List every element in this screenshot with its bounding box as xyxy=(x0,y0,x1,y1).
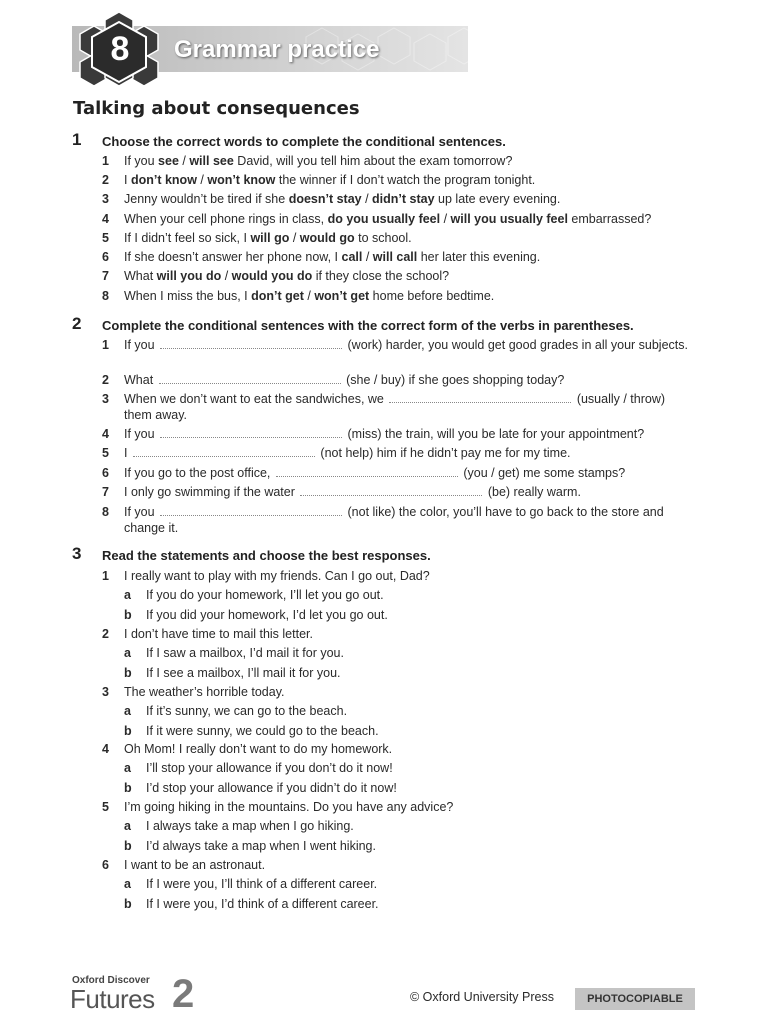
item-text: If I were you, I’ll think of a different career. xyxy=(146,877,378,891)
item-text: If I didn’t feel so sick, I will go / would go to school. xyxy=(124,231,412,245)
page-title: Grammar practice xyxy=(174,36,380,63)
item-number: 5 xyxy=(102,231,109,245)
answer-blank[interactable] xyxy=(159,373,341,384)
item-text: If I were you, I’d think of a different career. xyxy=(146,896,379,911)
item-text: If it’s sunny, we can go to the beach. xyxy=(146,704,348,718)
item-number: 4 xyxy=(102,212,109,226)
item-text: If she doesn’t answer her phone now, I call / will call her later this evening. xyxy=(124,250,541,264)
item-number: b xyxy=(124,607,132,622)
item-text: What (she / buy) if she goes shopping today? xyxy=(124,373,565,387)
item-text: If you see / will see David, will you tell him about the exam tomorrow? xyxy=(124,154,513,168)
item-number: b xyxy=(124,723,132,738)
exercise-1-number: 1 xyxy=(72,130,82,149)
item-number: 7 xyxy=(102,485,109,499)
exercise-1-instruction: Choose the correct words to complete the conditional sentences. xyxy=(102,134,506,149)
item-text: What will you do / would you do if they close the school? xyxy=(124,269,450,283)
item-text: When I miss the bus, I don’t get / won’t get home before bedtime. xyxy=(124,289,495,303)
answer-blank[interactable] xyxy=(160,338,342,349)
item-number: 5 xyxy=(102,446,109,460)
item-text: I don’t have time to mail this letter. xyxy=(124,627,313,641)
answer-blank[interactable] xyxy=(300,485,482,496)
item-text: I really want to play with my friends. Can I go out, Dad? xyxy=(124,569,430,583)
item-text: If I see a mailbox, I’ll mail it for you. xyxy=(146,665,341,680)
item-text: When we don’t want to eat the sandwiches, we (usually / throw) them away. xyxy=(124,392,666,422)
item-text: If you did your homework, I’d let you go out. xyxy=(146,607,388,622)
item-number: a xyxy=(124,877,131,891)
item-text: The weather’s horrible today. xyxy=(124,685,285,699)
item-text: Oh Mom! I really don’t want to do my homework. xyxy=(124,742,393,756)
item-text: I’ll stop your allowance if you don’t do it now! xyxy=(146,761,393,775)
footer-logo-main: Futures xyxy=(70,984,155,1014)
footer-logo-top: Oxford Discover xyxy=(72,975,150,986)
item-text: I want to be an astronaut. xyxy=(124,858,266,872)
item-number: 4 xyxy=(102,427,109,441)
answer-blank[interactable] xyxy=(160,427,342,438)
item-text: If you (work) harder, you would get good grades in all your subjects. xyxy=(124,338,688,352)
item-number: b xyxy=(124,896,132,911)
item-number: 1 xyxy=(102,338,109,352)
exercise-3-number: 3 xyxy=(72,544,82,563)
item-number: 2 xyxy=(102,373,109,387)
item-number: b xyxy=(124,780,132,795)
answer-blank[interactable] xyxy=(389,392,571,403)
item-number: 2 xyxy=(102,173,109,187)
item-text: If you (miss) the train, will you be late for your appointment? xyxy=(124,427,645,441)
item-number: 6 xyxy=(102,858,109,872)
item-number: a xyxy=(124,761,131,775)
item-text: If it were sunny, we could go to the beach. xyxy=(146,723,379,738)
answer-blank[interactable] xyxy=(160,505,342,516)
footer-logo-number: 2 xyxy=(172,972,195,1016)
unit-number: 8 xyxy=(110,30,130,68)
item-number: 6 xyxy=(102,466,109,480)
item-number: 3 xyxy=(102,685,109,699)
item-number: 3 xyxy=(102,192,109,206)
item-text: If you do your homework, I’ll let you go out. xyxy=(146,588,384,602)
item-number: a xyxy=(124,819,131,833)
item-number: 1 xyxy=(102,154,109,168)
item-number: a xyxy=(124,704,131,718)
item-text: I only go swimming if the water (be) really warm. xyxy=(124,485,581,499)
item-number: 2 xyxy=(102,627,109,641)
item-number: 6 xyxy=(102,250,109,264)
item-number: b xyxy=(124,838,132,853)
item-text: I (not help) him if he didn’t pay me for my time. xyxy=(124,446,571,460)
item-number: a xyxy=(124,646,131,660)
item-text: When your cell phone rings in class, do you usually feel / will you usually feel embarrassed? xyxy=(124,212,652,226)
answer-blank[interactable] xyxy=(133,446,315,457)
item-text: If I saw a mailbox, I’d mail it for you. xyxy=(146,646,344,660)
item-number: 1 xyxy=(102,569,109,583)
exercise-2-number: 2 xyxy=(72,314,82,333)
copyright: © Oxford University Press xyxy=(410,990,554,1004)
item-number: 3 xyxy=(102,392,109,406)
answer-blank[interactable] xyxy=(276,466,458,477)
exercise-2-instruction: Complete the conditional sentences with the correct form of the verbs in parentheses. xyxy=(102,318,634,333)
item-text: I don’t know / won’t know the winner if I don’t watch the program tonight. xyxy=(124,173,536,187)
item-number: 8 xyxy=(102,505,109,519)
item-text: If you go to the post office, (you / get) me some stamps? xyxy=(124,466,626,480)
item-text: Jenny wouldn’t be tired if she doesn’t stay / didn’t stay up late every evening. xyxy=(124,192,561,206)
item-text: I always take a map when I go hiking. xyxy=(146,819,354,833)
photocopiable-badge: PHOTOCOPIABLE xyxy=(575,988,695,1010)
section-heading: Talking about consequences xyxy=(73,98,360,119)
item-text: If you (not like) the color, you’ll have to go back to the store and change it. xyxy=(124,505,664,535)
item-number: 4 xyxy=(102,742,109,756)
exercise-3-instruction: Read the statements and choose the best responses. xyxy=(102,548,431,563)
item-number: a xyxy=(124,588,131,602)
item-number: 5 xyxy=(102,800,109,814)
item-number: b xyxy=(124,665,132,680)
item-text: I’d always take a map when I went hiking. xyxy=(146,838,376,853)
item-text: I’d stop your allowance if you didn’t do it now! xyxy=(146,780,397,795)
item-text: I’m going hiking in the mountains. Do you have any advice? xyxy=(124,800,454,814)
item-number: 7 xyxy=(102,269,109,283)
item-number: 8 xyxy=(102,289,109,303)
